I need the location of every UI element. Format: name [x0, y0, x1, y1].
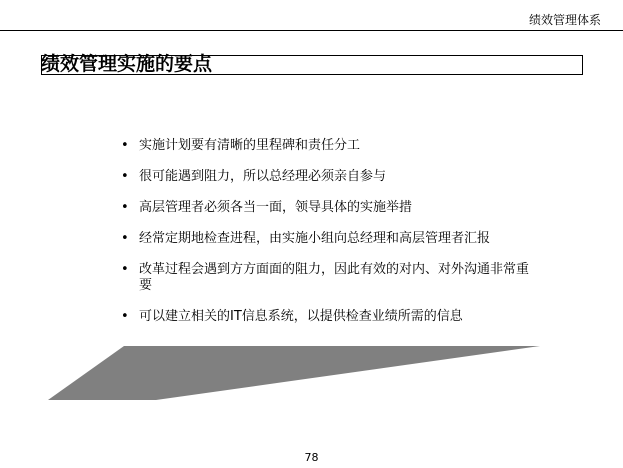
header-divider — [0, 30, 623, 31]
bullet-text: 实施计划要有清晰的里程碑和责任分工 — [139, 138, 361, 153]
bullet-text: 高层管理者必须各当一面，领导具体的实施举措 — [139, 200, 413, 215]
bullet-marker: • — [121, 138, 129, 153]
wedge-polygon — [48, 346, 540, 400]
bullet-item — [121, 138, 561, 154]
bullet-text: 很可能遇到阻力，所以总经理必须亲自参与 — [139, 169, 387, 184]
bullet-item — [121, 169, 561, 185]
bullet-marker: • — [121, 200, 129, 215]
slide-title-box — [41, 55, 583, 75]
bullet-marker: • — [121, 262, 129, 277]
bullet-item — [121, 309, 561, 325]
header-label: 绩效管理体系 — [528, 13, 601, 27]
slide-title: 绩效管理实施的要点 — [41, 53, 213, 75]
bullet-item — [121, 262, 561, 294]
bullet-text: 可以建立相关的IT信息系统，以提供检查业绩所需的信息 — [139, 309, 463, 324]
bullet-item — [121, 231, 561, 247]
bullet-item — [121, 200, 561, 216]
bullet-marker: • — [121, 231, 129, 246]
decorative-wedge-shape — [46, 340, 546, 402]
page-number: 78 — [304, 451, 319, 464]
bullet-text: 改革过程会遇到方方面面的阻力，因此有效的对内、对外沟通非常重要 — [139, 262, 530, 293]
bullet-text: 经常定期地检查进程，由实施小组向总经理和高层管理者汇报 — [139, 231, 491, 246]
bullet-list — [121, 138, 561, 340]
bullet-marker: • — [121, 169, 129, 184]
bullet-marker: • — [121, 309, 129, 324]
